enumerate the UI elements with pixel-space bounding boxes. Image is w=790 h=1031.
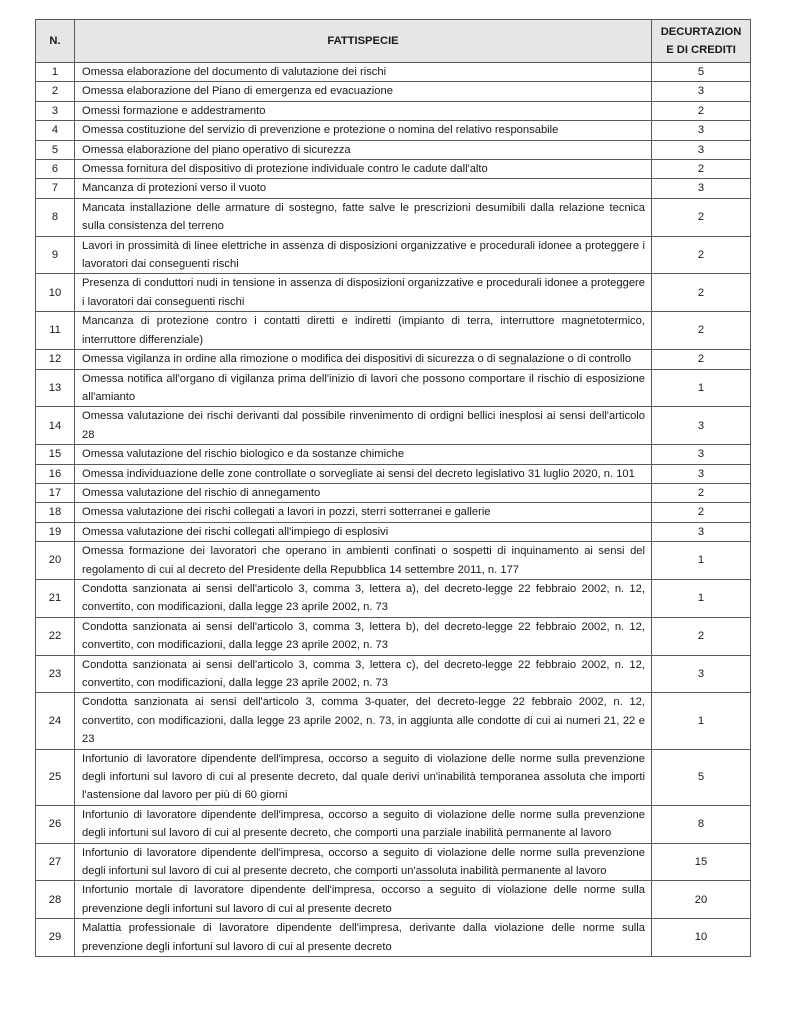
table-row bbox=[36, 63, 751, 82]
row-fattispecie: Omessa costituzione del servizio di prevenzione e protezione o nomina del relativo responsabile bbox=[75, 121, 652, 140]
row-credits: 5 bbox=[652, 63, 751, 82]
row-fattispecie: Condotta sanzionata ai sensi dell'articolo 3, comma 3, lettera b), del decreto-legge 22 febbraio 2002, n. 12, convertito, con modificazioni, dalla legge 23 aprile 2002, n. 73 bbox=[75, 617, 652, 655]
row-credits: 3 bbox=[652, 82, 751, 101]
row-fattispecie: Omessa elaborazione del piano operativo di sicurezza bbox=[75, 140, 652, 159]
row-credits: 3 bbox=[652, 445, 751, 464]
table-row bbox=[36, 179, 751, 198]
row-fattispecie: Omessa notifica all'organo di vigilanza prima dell'inizio di lavori che possono comportare il rischio di esposizione all'amianto bbox=[75, 369, 652, 407]
row-number: 16 bbox=[36, 464, 75, 483]
row-number: 1 bbox=[36, 63, 75, 82]
row-credits: 1 bbox=[652, 542, 751, 580]
table-row bbox=[36, 483, 751, 502]
row-fattispecie: Infortunio di lavoratore dipendente dell'impresa, occorso a seguito di violazione delle norme sulla prevenzione degli infortuni sul lavoro di cui al presente decreto, che comporti un'assoluta inabilità permanente al lavoro bbox=[75, 843, 652, 881]
row-credits: 2 bbox=[652, 274, 751, 312]
table-row bbox=[36, 881, 751, 919]
row-number: 18 bbox=[36, 503, 75, 522]
row-number: 19 bbox=[36, 522, 75, 541]
table-header-row bbox=[36, 20, 751, 63]
row-credits: 3 bbox=[652, 179, 751, 198]
row-credits: 2 bbox=[652, 101, 751, 120]
row-fattispecie: Malattia professionale di lavoratore dipendente dell'impresa, derivante dalla violazione delle norme sulla prevenzione degli infortuni sul lavoro di cui al presente decreto bbox=[75, 919, 652, 957]
row-fattispecie: Condotta sanzionata ai sensi dell'articolo 3, comma 3-quater, del decreto-legge 22 febbraio 2002, n. 12, convertito, con modificazioni, dalla legge 23 aprile 2002, n. 73, in aggiunta alle condotte di cui ai numeri 21, 22 e 23 bbox=[75, 693, 652, 749]
table-row bbox=[36, 843, 751, 881]
row-number: 7 bbox=[36, 179, 75, 198]
row-fattispecie: Omessi formazione e addestramento bbox=[75, 101, 652, 120]
row-number: 28 bbox=[36, 881, 75, 919]
row-credits: 5 bbox=[652, 749, 751, 805]
row-credits: 2 bbox=[652, 198, 751, 236]
row-credits: 2 bbox=[652, 160, 751, 179]
header-number: N. bbox=[36, 20, 75, 63]
table-row bbox=[36, 236, 751, 274]
table-row bbox=[36, 350, 751, 369]
table-row bbox=[36, 160, 751, 179]
row-credits: 3 bbox=[652, 522, 751, 541]
row-number: 6 bbox=[36, 160, 75, 179]
row-number: 24 bbox=[36, 693, 75, 749]
row-fattispecie: Mancata installazione delle armature di sostegno, fatte salve le prescrizioni desumibili dalla relazione tecnica sulla consistenza del terreno bbox=[75, 198, 652, 236]
table-row bbox=[36, 407, 751, 445]
table-row bbox=[36, 198, 751, 236]
row-number: 25 bbox=[36, 749, 75, 805]
row-credits: 3 bbox=[652, 407, 751, 445]
header-decurtazione-crediti bbox=[652, 20, 751, 63]
table-row bbox=[36, 274, 751, 312]
row-fattispecie: Omessa fornitura del dispositivo di protezione individuale contro le cadute dall'alto bbox=[75, 160, 652, 179]
row-fattispecie: Omessa individuazione delle zone controllate o sorvegliate ai sensi del decreto legislativo 31 luglio 2020, n. 101 bbox=[75, 464, 652, 483]
row-number: 22 bbox=[36, 617, 75, 655]
row-fattispecie: Condotta sanzionata ai sensi dell'articolo 3, comma 3, lettera a), del decreto-legge 22 febbraio 2002, n. 12, convertito, con modificazioni, dalla legge 23 aprile 2002, n. 73 bbox=[75, 579, 652, 617]
row-credits: 1 bbox=[652, 579, 751, 617]
header-line-2: E DI CREDITI bbox=[666, 44, 736, 56]
table-row bbox=[36, 522, 751, 541]
row-fattispecie: Omessa formazione dei lavoratori che operano in ambienti confinati o sospetti di inquinamento ai sensi del regolamento di cui al decreto del Presidente della Repubblica 14 settembre 2011, n. 177 bbox=[75, 542, 652, 580]
row-fattispecie: Condotta sanzionata ai sensi dell'articolo 3, comma 3, lettera c), del decreto-legge 22 febbraio 2002, n. 12, convertito, con modificazioni, dalla legge 23 aprile 2002, n. 73 bbox=[75, 655, 652, 693]
row-credits: 2 bbox=[652, 483, 751, 502]
row-number: 23 bbox=[36, 655, 75, 693]
table-row bbox=[36, 542, 751, 580]
row-fattispecie: Mancanza di protezioni verso il vuoto bbox=[75, 179, 652, 198]
row-number: 27 bbox=[36, 843, 75, 881]
row-number: 2 bbox=[36, 82, 75, 101]
row-fattispecie: Omessa valutazione del rischio di annegamento bbox=[75, 483, 652, 502]
row-number: 5 bbox=[36, 140, 75, 159]
table-body bbox=[36, 63, 751, 957]
table-row bbox=[36, 121, 751, 140]
table-row bbox=[36, 101, 751, 120]
row-credits: 3 bbox=[652, 655, 751, 693]
row-credits: 2 bbox=[652, 617, 751, 655]
table-row bbox=[36, 140, 751, 159]
row-fattispecie: Omessa elaborazione del documento di valutazione dei rischi bbox=[75, 63, 652, 82]
row-fattispecie: Omessa valutazione dei rischi derivanti dal possibile rinvenimento di ordigni bellici inesplosi ai sensi dell'articolo 28 bbox=[75, 407, 652, 445]
row-number: 4 bbox=[36, 121, 75, 140]
table-row bbox=[36, 919, 751, 957]
row-fattispecie: Mancanza di protezione contro i contatti diretti e indiretti (impianto di terra, interruttore magnetotermico, interruttore differenziale) bbox=[75, 312, 652, 350]
header-line-1: DECURTAZION bbox=[660, 25, 742, 38]
row-number: 8 bbox=[36, 198, 75, 236]
row-credits: 1 bbox=[652, 693, 751, 749]
table-row bbox=[36, 805, 751, 843]
row-credits: 3 bbox=[652, 140, 751, 159]
table-row bbox=[36, 655, 751, 693]
row-fattispecie: Omessa valutazione del rischio biologico e da sostanze chimiche bbox=[75, 445, 652, 464]
row-number: 10 bbox=[36, 274, 75, 312]
row-credits: 10 bbox=[652, 919, 751, 957]
row-number: 3 bbox=[36, 101, 75, 120]
row-fattispecie: Omessa elaborazione del Piano di emergenza ed evacuazione bbox=[75, 82, 652, 101]
table-row bbox=[36, 503, 751, 522]
row-fattispecie: Omessa valutazione dei rischi collegati all'impiego di esplosivi bbox=[75, 522, 652, 541]
row-credits: 15 bbox=[652, 843, 751, 881]
row-fattispecie: Lavori in prossimità di linee elettriche in assenza di disposizioni organizzative e procedurali idonee a proteggere i lavoratori dai conseguenti rischi bbox=[75, 236, 652, 274]
row-credits: 2 bbox=[652, 312, 751, 350]
row-fattispecie: Infortunio di lavoratore dipendente dell'impresa, occorso a seguito di violazione delle norme sulla prevenzione degli infortuni sul lavoro di cui al presente decreto, dal quale derivi un'inabilità temporanea assoluta che importi l'astensione dal lavoro per più di 60 giorni bbox=[75, 749, 652, 805]
table-row bbox=[36, 749, 751, 805]
row-number: 12 bbox=[36, 350, 75, 369]
credits-deduction-table bbox=[35, 19, 751, 957]
table-row bbox=[36, 445, 751, 464]
row-number: 20 bbox=[36, 542, 75, 580]
header-fattispecie: FATTISPECIE bbox=[75, 20, 652, 63]
row-credits: 20 bbox=[652, 881, 751, 919]
row-number: 14 bbox=[36, 407, 75, 445]
row-credits: 2 bbox=[652, 503, 751, 522]
row-number: 26 bbox=[36, 805, 75, 843]
table-row bbox=[36, 82, 751, 101]
row-number: 21 bbox=[36, 579, 75, 617]
row-number: 13 bbox=[36, 369, 75, 407]
row-credits: 2 bbox=[652, 350, 751, 369]
row-credits: 1 bbox=[652, 369, 751, 407]
table-row bbox=[36, 579, 751, 617]
row-number: 17 bbox=[36, 483, 75, 502]
row-fattispecie: Omessa vigilanza in ordine alla rimozione o modifica dei dispositivi di sicurezza o di segnalazione o di controllo bbox=[75, 350, 652, 369]
row-fattispecie: Omessa valutazione dei rischi collegati a lavori in pozzi, sterri sotterranei e gallerie bbox=[75, 503, 652, 522]
row-fattispecie: Infortunio mortale di lavoratore dipendente dell'impresa, occorso a seguito di violazione delle norme sulla prevenzione degli infortuni sul lavoro di cui al presente decreto bbox=[75, 881, 652, 919]
row-number: 29 bbox=[36, 919, 75, 957]
row-credits: 2 bbox=[652, 236, 751, 274]
row-credits: 3 bbox=[652, 121, 751, 140]
table-row bbox=[36, 464, 751, 483]
table-row bbox=[36, 617, 751, 655]
row-number: 9 bbox=[36, 236, 75, 274]
row-fattispecie: Infortunio di lavoratore dipendente dell'impresa, occorso a seguito di violazione delle norme sulla prevenzione degli infortuni sul lavoro di cui al presente decreto, che comporti una parziale inabilità permanente al lavoro bbox=[75, 805, 652, 843]
table-row bbox=[36, 369, 751, 407]
table-row bbox=[36, 312, 751, 350]
row-fattispecie: Presenza di conduttori nudi in tensione in assenza di disposizioni organizzative e procedurali idonee a proteggere i lavoratori dai conseguenti rischi bbox=[75, 274, 652, 312]
row-credits: 8 bbox=[652, 805, 751, 843]
row-number: 15 bbox=[36, 445, 75, 464]
table-row bbox=[36, 693, 751, 749]
row-credits: 3 bbox=[652, 464, 751, 483]
row-number: 11 bbox=[36, 312, 75, 350]
